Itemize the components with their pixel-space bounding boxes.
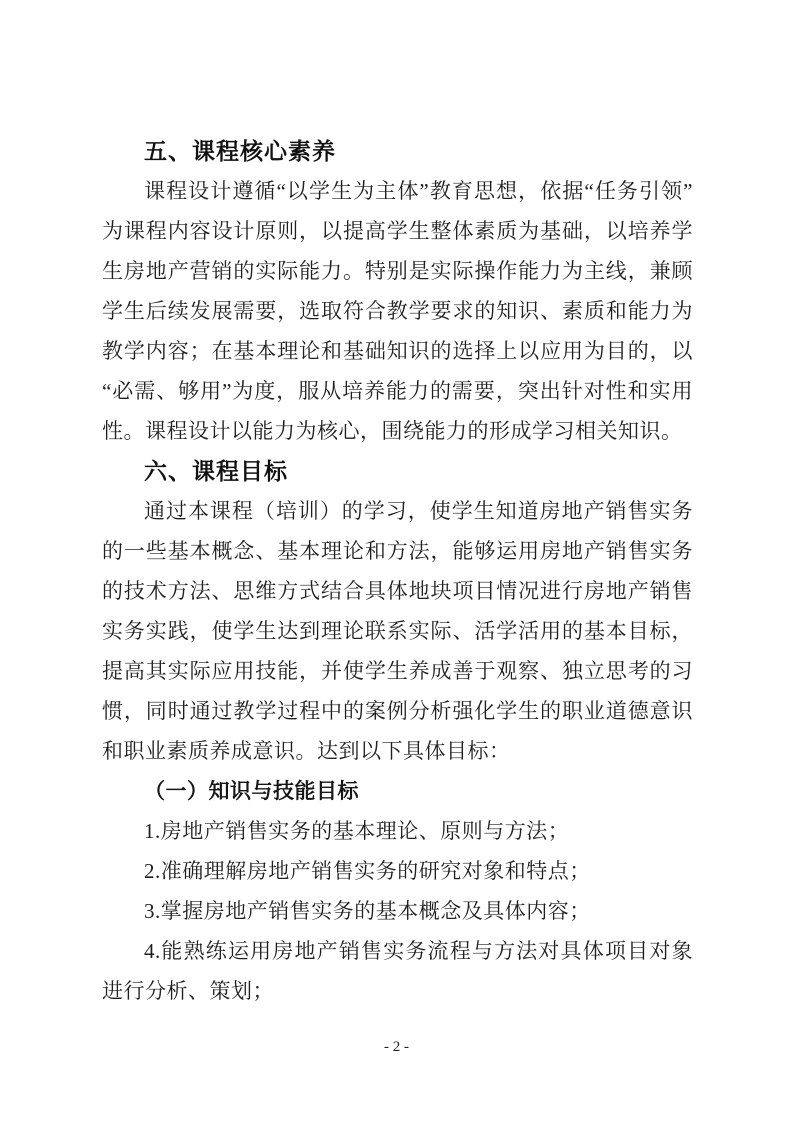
subsection-heading-knowledge-skills: （一）知识与技能目标 — [144, 779, 359, 803]
document-body — [102, 131, 693, 1011]
section-heading-course-objectives: 六、课程目标 — [144, 458, 288, 484]
paragraph-course-objectives: 通过本课程（培训）的学习，使学生知道房地产销售实务的一些基本概念、基本理论和方法，能够运用房地产销售实务的技术方法、思维方式结合具体地块项目情况进行房地产销售实务实践，使学生达到理论联系实际、活学活用的基本目标，提高其实际应用技能，并使学生养成善于观察、独立思考的习惯，同时通过教学过程中的案例分析强化学生的职业道德意识和职业素质养成意识。达到以下具体目标： — [102, 499, 693, 763]
objective-item-2: 2.准确理解房地产销售实务的研究对象和特点； — [144, 859, 591, 883]
page-number: - 2 - — [384, 1039, 409, 1055]
objective-item-3: 3.掌握房地产销售实务的基本概念及具体内容； — [144, 899, 591, 923]
paragraph-course-design: 课程设计遵循“以学生为主体”教育思想，依据“任务引领”为课程内容设计原则，以提高学生整体素质为基础，以培养学生房地产营销的实际能力。特别是实际操作能力为主线，兼顾学生后续发展需要，选取符合教学要求的知识、素质和能力为教学内容；在基本理论和基础知识的选择上以应用为目的，以“必需、够用”为度，服从培养能力的需要，突出针对性和实用性。课程设计以能力为核心，围绕能力的形成学习相关知识。 — [102, 179, 693, 443]
section-heading-core-competencies: 五、课程核心素养 — [144, 138, 336, 164]
objective-item-1: 1.房地产销售实务的基本理论、原则与方法； — [144, 819, 570, 843]
objective-item-4: 4.能熟练运用房地产销售实务流程与方法对具体项目对象进行分析、策划； — [102, 939, 693, 1003]
